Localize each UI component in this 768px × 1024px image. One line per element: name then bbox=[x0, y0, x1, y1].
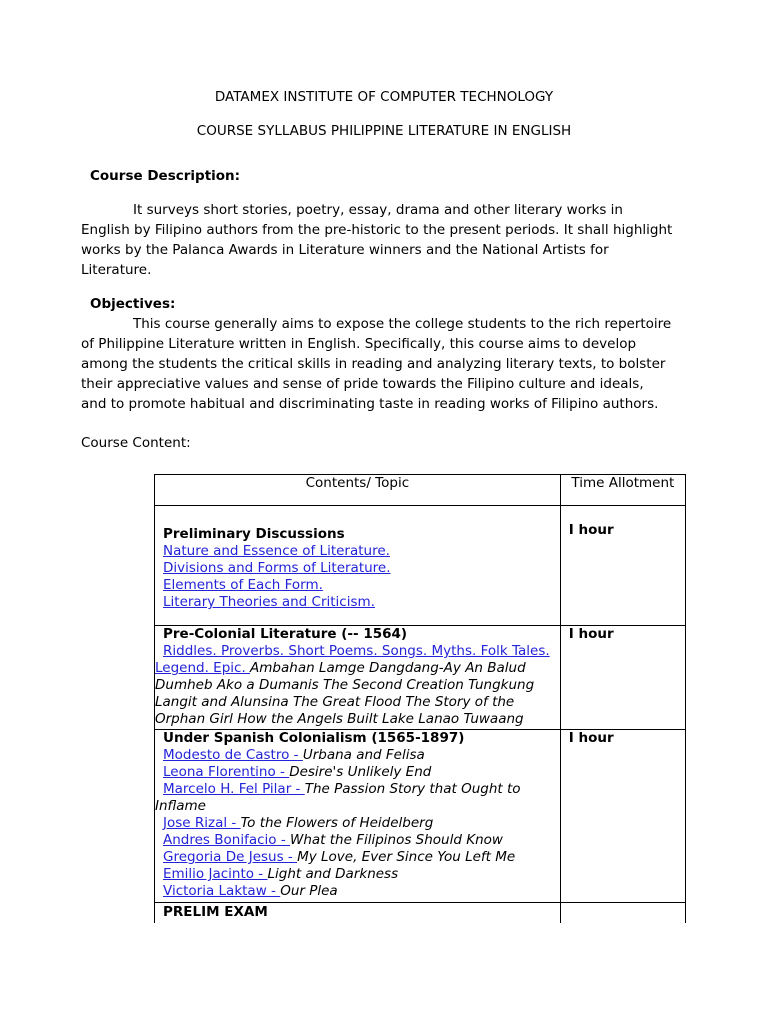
table-row bbox=[155, 626, 686, 730]
work-title: Dumheb Ako a Dumanis The Second Creation Tungkung bbox=[155, 677, 535, 693]
objectives-line: of Philippine Literature written in English. Specifically, this course aims to develop bbox=[81, 336, 637, 352]
work-title: Langit and Alunsina The Great Flood The Story of the bbox=[155, 694, 515, 710]
author-link[interactable]: Gregoria De Jesus - bbox=[163, 849, 298, 865]
topic-link[interactable]: Literary Theories and Criticism. bbox=[163, 594, 375, 610]
course-description-label: Course Description: bbox=[90, 168, 241, 184]
objectives-line: their appreciative values and sense of pride towards the Filipino culture and ideals, bbox=[81, 376, 644, 392]
topic-cell bbox=[155, 506, 561, 626]
author-link[interactable]: Jose Rizal - bbox=[163, 815, 241, 831]
author-link[interactable]: Marcelo H. Fel Pilar - bbox=[163, 781, 305, 797]
author-link[interactable]: Victoria Laktaw - bbox=[163, 883, 281, 899]
institute-title: DATAMEX INSTITUTE OF COMPUTER TECHNOLOGY bbox=[214, 89, 554, 105]
description-line: works by the Palanca Awards in Literature winners and the National Artists for bbox=[81, 242, 609, 258]
description-line: It surveys short stories, poetry, essay, drama and other literary works in bbox=[133, 202, 623, 218]
syllabus-title: COURSE SYLLABUS PHILIPPINE LITERATURE IN ENGLISH bbox=[196, 123, 572, 139]
topic-cell bbox=[155, 903, 561, 924]
course-content-table bbox=[154, 474, 686, 923]
time-cell: I hour bbox=[560, 626, 685, 730]
objectives-label: Objectives: bbox=[90, 296, 176, 312]
topic-link[interactable]: Elements of Each Form. bbox=[163, 577, 323, 593]
author-link[interactable]: Leona Florentino - bbox=[163, 764, 290, 780]
topic-link[interactable]: Nature and Essence of Literature. bbox=[163, 543, 390, 559]
work-title: My Love, Ever Since You Left Me bbox=[297, 849, 516, 865]
course-description-text bbox=[81, 200, 687, 280]
topic-link[interactable]: Riddles. Proverbs. Short Poems. Songs. Myths. Folk Tales. bbox=[163, 643, 550, 659]
topic-title: Pre-Colonial Literature (-- 1564) bbox=[163, 626, 408, 642]
objectives-text bbox=[81, 314, 687, 414]
objectives-line: among the students the critical skills in reading and analyzing literary texts, to bolster bbox=[81, 356, 666, 372]
author-link[interactable]: Modesto de Castro - bbox=[163, 747, 303, 763]
topic-link[interactable]: Divisions and Forms of Literature. bbox=[163, 560, 391, 576]
course-content-label: Course Content: bbox=[81, 435, 191, 451]
table-row bbox=[155, 903, 686, 924]
description-line: Literature. bbox=[81, 262, 152, 278]
objectives-line: This course generally aims to expose the college students to the rich repertoire bbox=[133, 316, 672, 332]
work-title: Light and Darkness bbox=[267, 866, 399, 882]
time-cell: I hour bbox=[560, 506, 685, 626]
work-title: Ambahan Lamge Dangdang-Ay An Balud bbox=[250, 660, 526, 676]
column-header-time: Time Allotment bbox=[560, 475, 685, 506]
work-title: Desire's Unlikely End bbox=[289, 764, 432, 780]
column-header-topic: Contents/ Topic bbox=[155, 475, 561, 506]
work-title: Orphan Girl How the Angels Built Lake Lanao Tuwaang bbox=[155, 711, 524, 727]
topic-cell bbox=[155, 626, 561, 730]
topic-title: Preliminary Discussions bbox=[163, 526, 345, 542]
topic-title: Under Spanish Colonialism (1565-1897) bbox=[163, 730, 465, 746]
objectives-line: and to promote habitual and discriminating taste in reading works of Filipino authors. bbox=[81, 396, 659, 412]
author-link[interactable]: Andres Bonifacio - bbox=[163, 832, 290, 848]
table-row bbox=[155, 730, 686, 903]
work-title: What the Filipinos Should Know bbox=[289, 832, 503, 848]
work-title: The Passion Story that Ought to bbox=[304, 781, 521, 797]
topic-cell bbox=[155, 730, 561, 903]
topic-title: PRELIM EXAM bbox=[163, 904, 268, 920]
table-row bbox=[155, 506, 686, 626]
time-cell bbox=[560, 903, 685, 924]
work-title: Inflame bbox=[155, 798, 206, 814]
work-title: Urbana and Felisa bbox=[302, 747, 425, 763]
table-header-row bbox=[155, 475, 686, 506]
work-title: Our Plea bbox=[280, 883, 338, 899]
work-title: To the Flowers of Heidelberg bbox=[240, 815, 434, 831]
time-cell: I hour bbox=[560, 730, 685, 903]
description-line: English by Filipino authors from the pre-historic to the present periods. It shall highlight bbox=[81, 222, 673, 238]
topic-link[interactable]: Legend. Epic. bbox=[155, 660, 251, 676]
author-link[interactable]: Emilio Jacinto - bbox=[163, 866, 268, 882]
